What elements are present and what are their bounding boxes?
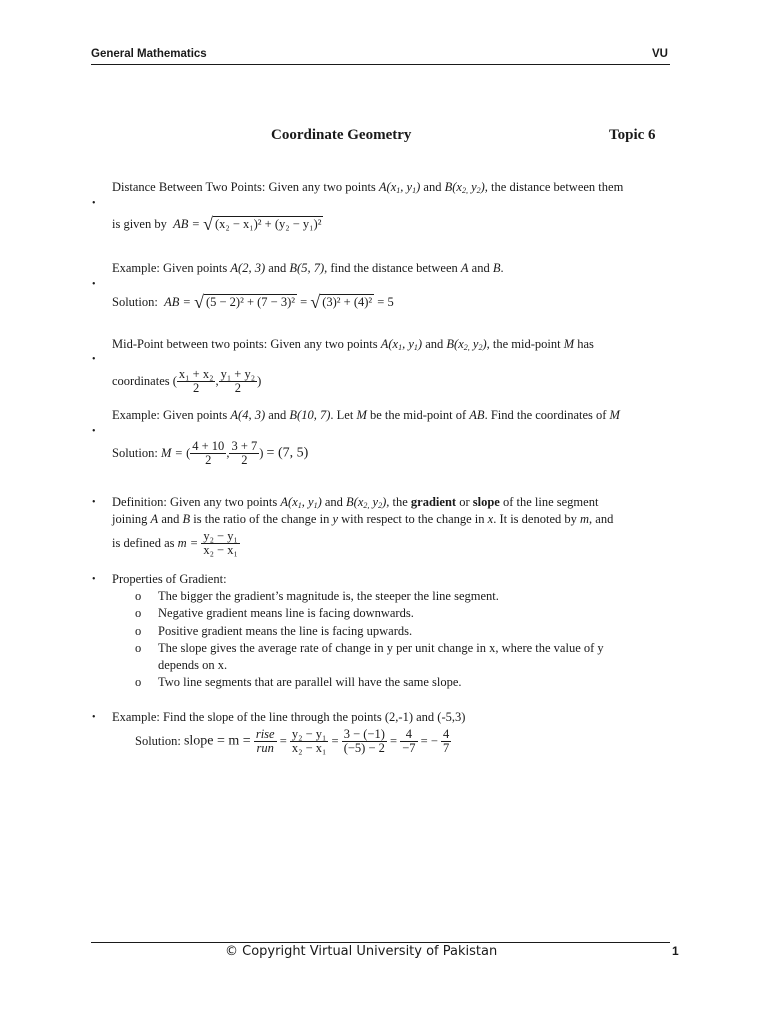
distance-intro: Distance Between Two Points: Given any two points $A(x_1$, $y_1$) and $B(x_{2,}$ $y_2$), the distance between them [112,180,624,195]
example1-solution: Solution: AB = √ (5 − 2)² + (7 − 3)² = √ (3)² + (4)² = 5 [112,292,394,312]
gradient-formula: is defined as m = $\frac{\text{y₂ − y₁}}{\text{x₂ − x₁}}$ [112,529,238,558]
footer-rule [91,942,670,943]
property-item: Negative gradient means line is facing downwards. [158,606,414,620]
property-marker: o [135,641,142,655]
midpoint-intro: Mid-Point between two points: Given any two points $A(x_1$, $y_1$) and $B(x_{2,}$ $y_2$), the mid-point M has [112,337,594,352]
bullet-distance: • [92,198,96,209]
property-item: Positive gradient means the line is facing upwards. [158,624,413,638]
example2-solution: Solution: M = ( $\frac{4 + 10}{2}$ , $\frac{3 + 7}{2}$ ) = (7, 5) [112,439,309,468]
header-right: VU [652,48,668,60]
bullet-properties: • [92,574,96,585]
midpoint-frac-y: $\frac{\text{y₁ + y₂}}{2}$ [220,367,256,396]
example2-frac-x: $\frac{4 + 10}{2}$ [192,439,225,468]
slope-frac-simplified: $\frac{4}{-7}$ [402,727,416,756]
property-marker: o [135,589,142,603]
property-item: The bigger the gradient’s magnitude is, the steeper the line segment. [158,589,499,603]
topic-label: Topic 6 [609,127,656,143]
slope-frac-result: $\frac{4}{7}$ [443,727,450,756]
header-rule [91,64,670,65]
bullet-example1: • [92,279,96,290]
bullet-midpoint: • [92,354,96,365]
page-number: 1 [672,944,679,958]
slope-frac-rise-run: $\frac{\text{rise}}{\text{run}}$ [255,727,275,756]
example2-text: Example: Given points A(4, 3) and B(10, 7). Let M be the mid-point of AB. Find the coordinates of M [112,408,620,422]
bullet-gradient: • [92,497,96,508]
header-left: General Mathematics [91,48,207,60]
example3-solution: Solution: slope = m = $\frac{\text{rise}}{\text{run}}$ = $\frac{\text{y₂ − y₁}}{\text{x₂ − x₁}}$ = $\frac{3 - (-1)}{(-5) - 2}$ = $\frac{4}{-7}$ = − $\frac{4}{7}$ [135,727,450,756]
properties-heading: Properties of Gradient: [112,572,227,586]
gradient-def-line1: Definition: Given any two points $A(x_1$, $y_1$) and $B(x_{2,}$ $y_2$), the gradient or slope of the line segment [112,495,599,510]
property-item: The slope gives the average rate of change in y per unit change in x, where the value of y [158,641,604,655]
property-marker: o [135,606,142,620]
slope-frac-coords: $\frac{\text{y₂ − y₁}}{\text{x₂ − x₁}}$ [291,727,327,756]
distance-formula: is given by AB = √ (x₂ − x₁)² + (y₂ − y₁)² [112,214,322,234]
property-item: Two line segments that are parallel will have the same slope. [158,675,462,689]
midpoint-formula: coordinates ( $\frac{\text{x₁ + x₂}}{2}$ , $\frac{\text{y₁ + y₂}}{2}$ ) [112,367,262,396]
footer-copyright: © Copyright Virtual University of Pakistan [225,944,498,959]
gradient-def-line2: joining A and B is the ratio of the change in y with respect to the change in x. It is denoted by m, and [112,512,614,526]
property-item-cont: depends on x. [158,658,228,672]
bullet-example3: • [92,712,96,723]
gradient-frac: $\frac{\text{y₂ − y₁}}{\text{x₂ − x₁}}$ [203,529,238,558]
property-marker: o [135,624,142,638]
example2-frac-y: $\frac{3 + 7}{2}$ [231,439,258,468]
bullet-example2: • [92,426,96,437]
slope-frac-values: $\frac{3 - (-1)}{(-5) - 2}$ [343,727,385,756]
page-title: Coordinate Geometry [271,127,412,143]
example1-text: Example: Given points A(2, 3) and B(5, 7), find the distance between A and B. [112,261,504,275]
example3-text: Example: Find the slope of the line through the points (2,-1) and (-5,3) [112,710,466,724]
property-marker: o [135,675,142,689]
midpoint-frac-x: $\frac{\text{x₁ + x₂}}{2}$ [178,367,214,396]
